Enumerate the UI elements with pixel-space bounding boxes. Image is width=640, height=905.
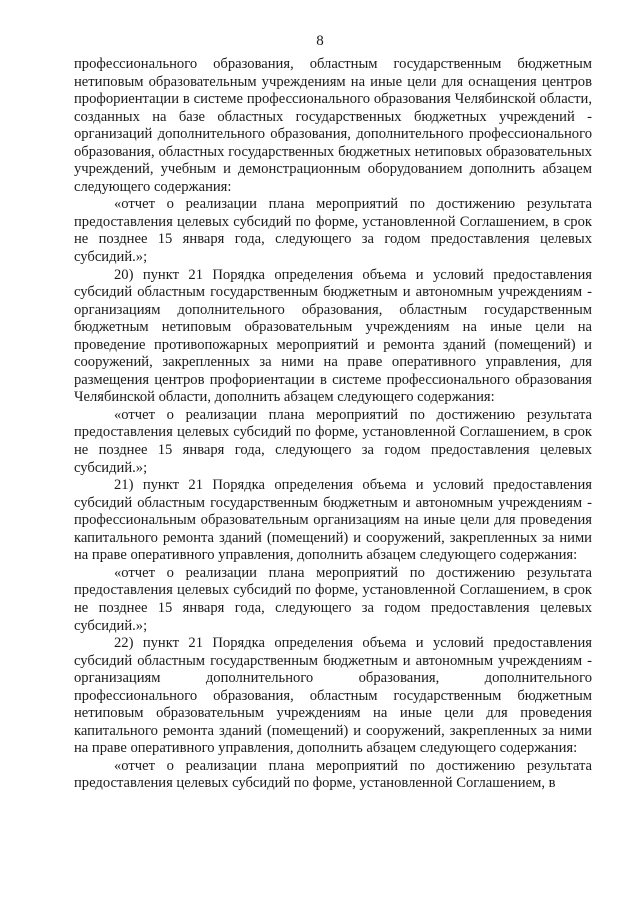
paragraph-item-22: 22) пункт 21 Порядка определения объема и условий предоставления субсидий областным государственным бюджетным и автономным учреждениям - организациям дополнительного образования, дополнительного профессионального образования, областным государственным бюджетным нетиповым образовательным учреждениям на иные цели для проведения капитального ремонта зданий (помещений) и сооружений, закрепленных за ними на праве оперативного управления, дополнить абзацем следующего содержания:	[74, 635, 592, 757]
paragraph-item-21: 21) пункт 21 Порядка определения объема и условий предоставления субсидий областным государственным бюджетным и автономным учреждениям - профессиональным образовательным организациям на иные цели для проведения капитального ремонта зданий (помещений) и сооружений, закрепленных за ними на праве оперативного управления, дополнить абзацем следующего содержания:	[74, 477, 592, 564]
document-body	[74, 56, 592, 793]
paragraph-quote: «отчет о реализации плана мероприятий по достижению результата предоставления целевых субсидий по форме, установленной Соглашением, в срок не позднее 15 января года, следующего за годом предоставления целевых субсидий.»;	[74, 564, 592, 634]
paragraph-quote: «отчет о реализации плана мероприятий по достижению результата предоставления целевых субсидий по форме, установленной Соглашением, в	[74, 757, 592, 792]
paragraph-quote: «отчет о реализации плана мероприятий по достижению результата предоставления целевых субсидий по форме, установленной Соглашением, в срок не позднее 15 января года, следующего за годом предоставления целевых субсидий.»;	[74, 196, 592, 266]
page-number: 8	[316, 33, 324, 49]
paragraph-item-20: 20) пункт 21 Порядка определения объема и условий предоставления субсидий областным государственным бюджетным и автономным учреждениям - организациям дополнительного образования, областным государственным бюджетным нетиповым образовательным учреждениям на иные цели на проведение противопожарных мероприятий и ремонта зданий (помещений) и сооружений, закрепленных за ними на праве оперативного управления, для размещения центров профориентации в системе профессионального образования Челябинской области, дополнить абзацем следующего содержания:	[74, 266, 592, 406]
paragraph-continuation: профессионального образования, областным государственным бюджетным нетиповым образовательным учреждениям на иные цели для оснащения центров профориентации в системе профессионального образования Челябинской области, созданных на базе областных государственных бюджетных учреждений - организаций дополнительного образования, дополнительного профессионального образования, областных государственных бюджетных нетиповых образовательных учреждений, учебным и демонстрационным оборудованием дополнить абзацем следующего содержания:	[74, 56, 592, 195]
paragraph-quote: «отчет о реализации плана мероприятий по достижению результата предоставления целевых субсидий по форме, установленной Соглашением, в срок не позднее 15 января года, следующего за годом предоставления целевых субсидий.»;	[74, 406, 592, 476]
